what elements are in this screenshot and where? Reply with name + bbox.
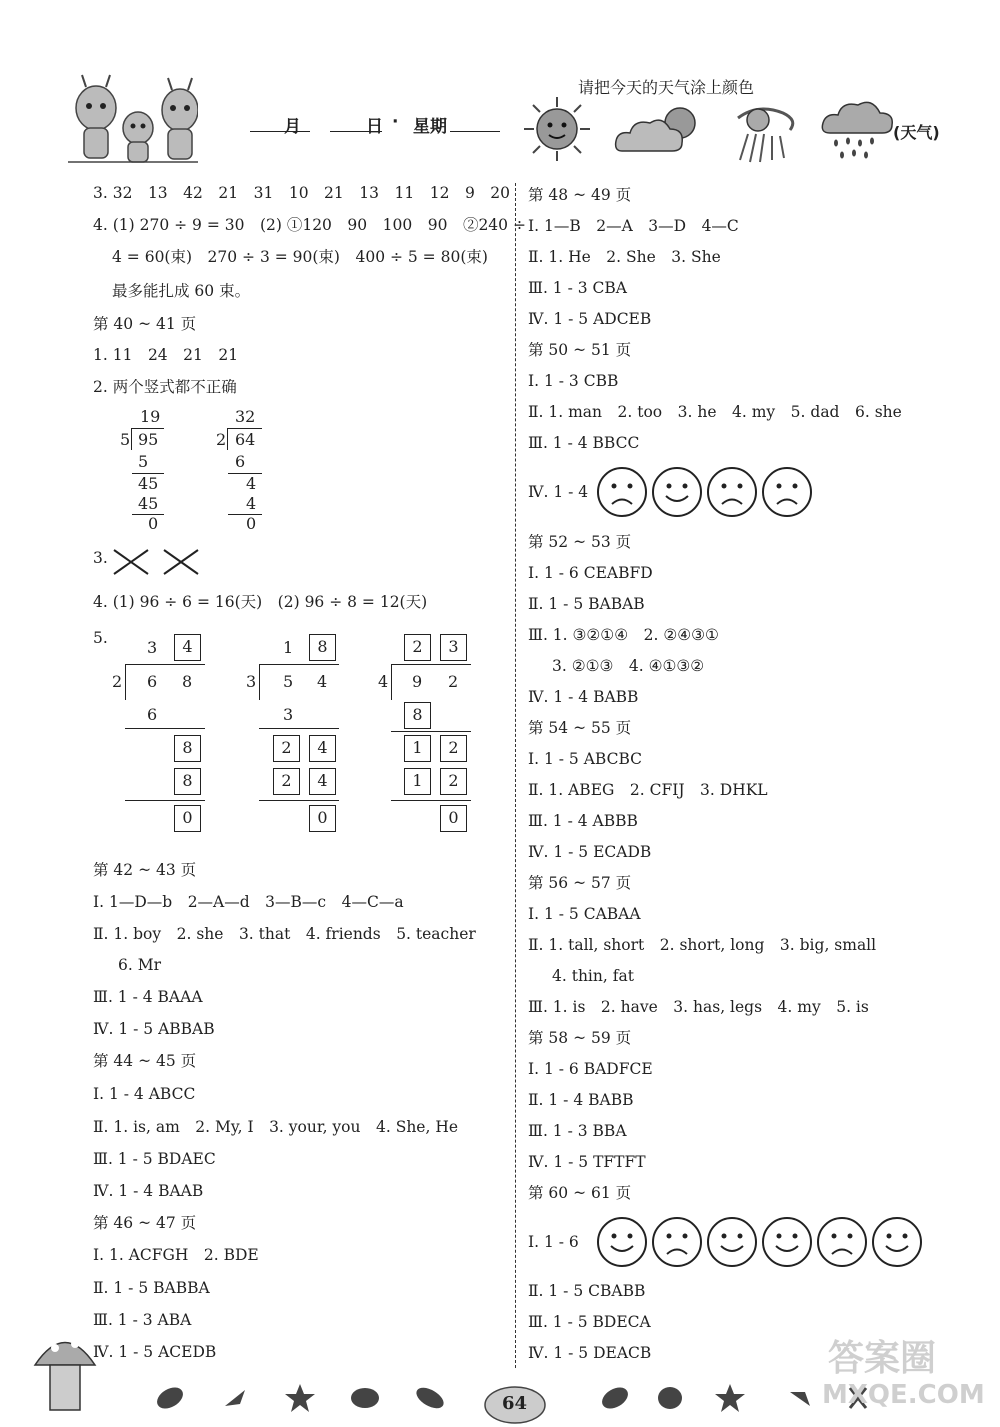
answer-box: 0 xyxy=(174,805,201,832)
answer-line: Ⅱ. 1. tall, short 2. short, long 3. big, small xyxy=(528,936,877,954)
answer-box: 8 xyxy=(309,634,336,661)
answer-line: Ⅲ. 1. is 2. have 3. has, legs 4. my 5. is xyxy=(528,998,869,1016)
answer-line: Ⅲ. 1 - 4 BAAA xyxy=(93,988,203,1006)
wind-icon[interactable] xyxy=(728,98,803,166)
sun-cloud-icon[interactable] xyxy=(612,103,707,158)
answer-line: Ⅱ. 1 - 5 CBABB xyxy=(528,1282,646,1300)
answer-line: Ⅰ. 1—B 2—A 3—D 4—C xyxy=(528,217,739,235)
answer-line: Ⅳ. 1 - 5 ECADB xyxy=(528,843,652,861)
weather-prompt: 请把今天的天气涂上颜色 xyxy=(578,78,755,97)
page-range-heading: 第 54 ~ 55 页 xyxy=(528,719,632,737)
day-label: 日 xyxy=(366,117,383,137)
answer-line: Ⅰ. 1 - 5 CABAA xyxy=(528,905,641,923)
answer-line: Ⅲ. 1 - 3 BBA xyxy=(528,1122,627,1140)
sad-face-icon xyxy=(816,1216,868,1268)
page-range-heading: 第 52 ~ 53 页 xyxy=(528,533,632,551)
answer-box: 2 xyxy=(404,634,431,661)
answer-line: 4. thin, fat xyxy=(552,967,634,985)
column-divider xyxy=(515,183,516,1368)
answer-box: 0 xyxy=(309,805,336,832)
answer-box: 2 xyxy=(440,735,467,762)
answer-line: Ⅱ. 1. ABEG 2. CFIJ 3. DHKL xyxy=(528,781,768,799)
answer-line: Ⅱ. 1. is, am 2. My, I 3. your, you 4. She, He xyxy=(93,1118,459,1136)
page-number: 64 xyxy=(502,1393,528,1414)
week-label: 星期 xyxy=(413,117,447,137)
answer-line: Ⅲ. 1 - 4 ABBB xyxy=(528,812,638,830)
answer-line: Ⅳ. 1 - 4 BAAB xyxy=(93,1182,204,1200)
answer-line: 4 = 60(束) 270 ÷ 3 = 90(束) 400 ÷ 5 = 80(束) xyxy=(112,248,488,266)
answer-line: Ⅰ. 1 - 6 BADFCE xyxy=(528,1060,653,1078)
sad-face-icon xyxy=(651,1216,703,1268)
answer-line: Ⅳ. 1 - 5 TFTFT xyxy=(528,1153,646,1171)
answer-box: 1 xyxy=(404,735,431,762)
answer-box: 8 xyxy=(404,702,431,729)
answer-line: 4. (1) 270 ÷ 9 = 30 (2) ①120 90 100 90 ②240 ÷ xyxy=(93,216,526,234)
mushroom-house-icon xyxy=(30,1320,100,1420)
answer-line: 1. 11 24 21 21 xyxy=(93,346,239,364)
answer-box: 4 xyxy=(309,735,336,762)
answer-line: Ⅰ. 1 - 4 ABCC xyxy=(93,1085,196,1103)
page-range-heading: 第 42 ~ 43 页 xyxy=(93,861,197,879)
answer-line: Ⅳ. 1 - 5 ACEDB xyxy=(93,1343,217,1361)
answer-line: Ⅳ. 1 - 5 DEACB xyxy=(528,1344,652,1362)
answer-box: 1 xyxy=(404,768,431,795)
sad-face-icon xyxy=(761,466,813,518)
answer-line: Ⅱ. 1 - 5 BABBA xyxy=(93,1279,210,1297)
answer-line: Ⅰ. 1—D—b 2—A—d 3—B—c 4—C—a xyxy=(93,893,404,911)
answer-line: 3. ②①③ 4. ④①③② xyxy=(552,657,705,675)
answer-box: 4 xyxy=(174,634,201,661)
answer-box: 2 xyxy=(440,768,467,795)
month-label: 月 xyxy=(284,117,301,137)
answer-line: Ⅰ. 1 - 5 ABCBC xyxy=(528,750,642,768)
page-range-heading: 第 46 ~ 47 页 xyxy=(93,1214,197,1232)
answer-line: 6. Mr xyxy=(118,956,161,974)
page-range-heading: 第 58 ~ 59 页 xyxy=(528,1029,632,1047)
answer-line: Ⅲ. 1 - 5 BDECA xyxy=(528,1313,651,1331)
answer-line: Ⅱ. 1. He 2. She 3. She xyxy=(528,248,721,266)
page-range-heading: 第 40 ~ 41 页 xyxy=(93,315,197,333)
answer-line: Ⅲ. 1. ③②①④ 2. ②④③① xyxy=(528,626,719,644)
happy-face-icon xyxy=(706,1216,758,1268)
answer-line: 4. (1) 96 ÷ 6 = 16(天) (2) 96 ÷ 8 = 12(天) xyxy=(93,593,428,611)
happy-face-icon xyxy=(761,1216,813,1268)
answer-line: Ⅱ. 1. boy 2. she 3. that 4. friends 5. teacher xyxy=(93,925,476,943)
answer-line: 2. 两个竖式都不正确 xyxy=(93,378,237,396)
answer-line: Ⅳ. 1 - 4 BABB xyxy=(528,688,639,706)
answer-line: Ⅲ. 1 - 3 ABA xyxy=(93,1311,192,1329)
answer-box: 8 xyxy=(174,768,201,795)
dot-separator: · xyxy=(392,112,399,132)
answer-line: 5. xyxy=(93,629,108,647)
answer-line: Ⅲ. 1 - 3 CBA xyxy=(528,279,627,297)
happy-face-icon xyxy=(651,466,703,518)
cross-marks-icon xyxy=(112,548,202,576)
answer-line: Ⅲ. 1 - 5 BDAEC xyxy=(93,1150,216,1168)
happy-face-icon xyxy=(596,1216,648,1268)
answer-line: 最多能扎成 60 束。 xyxy=(112,282,251,300)
answer-line: Ⅳ. 1 - 5 ADCEB xyxy=(528,310,652,328)
answer-box: 3 xyxy=(440,634,467,661)
answer-line: Ⅰ. 1 - 6 CEABFD xyxy=(528,564,653,582)
answer-line: Ⅳ. 1 - 5 ABBAB xyxy=(93,1020,215,1038)
answer-line: Ⅱ. 1 - 5 BABAB xyxy=(528,595,645,613)
sad-face-icon xyxy=(596,466,648,518)
answer-line: 3. 32 13 42 21 31 10 21 13 11 12 9 20 xyxy=(93,184,511,202)
answer-line: 3. xyxy=(93,549,108,567)
page-range-heading: 第 44 ~ 45 页 xyxy=(93,1052,197,1070)
answer-box: 2 xyxy=(273,735,300,762)
sad-face-icon xyxy=(706,466,758,518)
answer-box: 4 xyxy=(309,768,336,795)
answer-line: Ⅰ. 1 - 3 CBB xyxy=(528,372,619,390)
answer-box: 0 xyxy=(440,805,467,832)
watermark-url: MXQE.COM xyxy=(822,1380,985,1410)
page-range-heading: 第 48 ~ 49 页 xyxy=(528,186,632,204)
happy-face-icon xyxy=(871,1216,923,1268)
answer-line: Ⅰ. 1 - 6 xyxy=(528,1233,579,1251)
answer-box: 2 xyxy=(273,768,300,795)
answer-line: Ⅰ. 1. ACFGH 2. BDE xyxy=(93,1246,259,1264)
answer-line: Ⅱ. 1. man 2. too 3. he 4. my 5. dad 6. she xyxy=(528,403,902,421)
weather-tag: (天气) xyxy=(893,123,940,142)
answer-line: Ⅲ. 1 - 4 BBCC xyxy=(528,434,640,452)
page-range-heading: 第 60 ~ 61 页 xyxy=(528,1184,632,1202)
page-range-heading: 第 56 ~ 57 页 xyxy=(528,874,632,892)
watermark-logo: 答案圈 xyxy=(828,1338,937,1379)
answer-box: 8 xyxy=(174,735,201,762)
sun-icon[interactable] xyxy=(522,95,592,163)
rain-cloud-icon[interactable] xyxy=(820,95,895,163)
page-range-heading: 第 50 ~ 51 页 xyxy=(528,341,632,359)
answer-line: Ⅱ. 1 - 4 BABB xyxy=(528,1091,634,1109)
answer-line: Ⅳ. 1 - 4 xyxy=(528,483,589,501)
giraffe-mascots-icon xyxy=(68,70,198,170)
